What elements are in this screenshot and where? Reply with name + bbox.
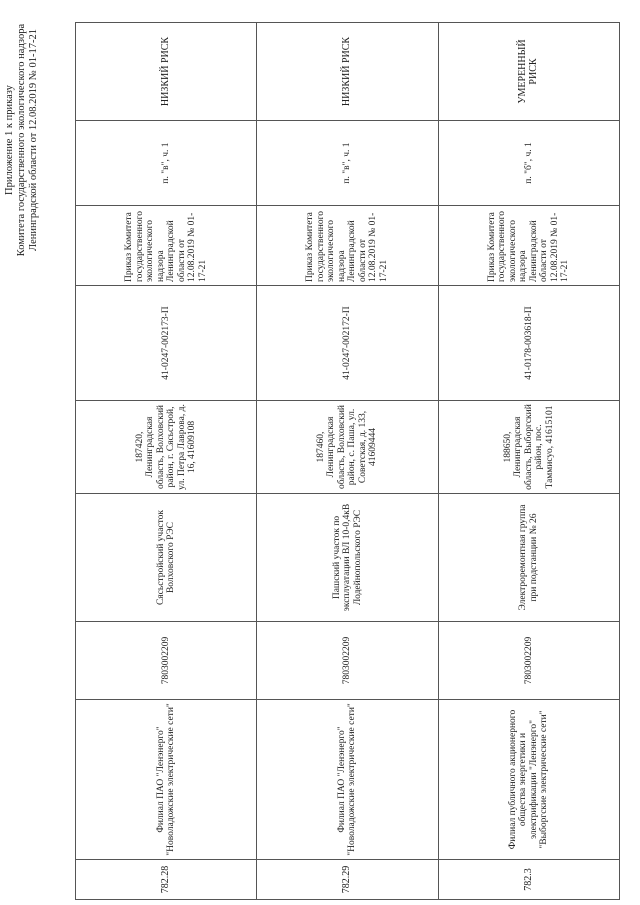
order-reference: Приказ Комитета государственного экологического надзора Ленинградской области от 12.08.2019 № 01-17-21 <box>76 206 257 286</box>
order-reference: Приказ Комитета государственного экологического надзора Ленинградской области от 12.08.2019 № 01-17-21 <box>438 206 619 286</box>
organization-name: Филиал ПАО "Ленэнерго" "Новоладожские электрические сети" <box>257 700 438 860</box>
facility-address: 187420, Ленинградская область, Волховский район, г. Сясьстрой, ул. Петра Лаврова, д. 16, 41609108 <box>76 401 257 494</box>
facility-name: Пашский участок по эксплуатации ВЛ 10-0,4кВ Лодейнопольского РЭС <box>257 494 438 622</box>
table-row <box>76 23 257 900</box>
facility-code: 41-0247-002172-П <box>257 286 438 401</box>
facility-code: 41-0178-003618-П <box>438 286 619 401</box>
document-header <box>4 15 40 265</box>
header-line-3: Ленинградской области от 12.08.2019 № 01-17-21 <box>28 29 39 251</box>
order-reference: Приказ Комитета государственного экологического надзора Ленинградской области от 12.08.2019 № 01-17-21 <box>257 206 438 286</box>
header-line-1: Приложение 1 к приказу <box>4 85 15 195</box>
facility-address: 187460, Ленинградская область, Волховский район, с. Паша, ул. Советская, д. 133, 41609444 <box>257 401 438 494</box>
organization-name: Филиал публичного акционерного общества энергетики и электрификации "Ленэнерго" "Выборгские электрические сети" <box>438 700 619 860</box>
table-row <box>257 23 438 900</box>
organization-name: Филиал ПАО "Ленэнерго" "Новоладожские электрические сети" <box>76 700 257 860</box>
row-number: 782.3 <box>438 860 619 900</box>
inn-cell: 7803002209 <box>438 622 619 700</box>
risk-category: НИЗКИЙ РИСК <box>257 23 438 121</box>
inn-cell: 7803002209 <box>76 622 257 700</box>
row-number: 782.28 <box>76 860 257 900</box>
clause-reference: п. "б", ч. 1 <box>438 121 619 206</box>
table-row <box>438 23 619 900</box>
row-number: 782.29 <box>257 860 438 900</box>
facility-name: Электроремонтная группа при подстанции № 26 <box>438 494 619 622</box>
inn-cell: 7803002209 <box>257 622 438 700</box>
clause-reference: п. "в", ч. 1 <box>257 121 438 206</box>
registry-table <box>75 22 620 900</box>
facility-name: Сясьстройский участок Волховского РЭС <box>76 494 257 622</box>
header-line-2: Комитета государственного экологического надзора <box>16 23 27 257</box>
clause-reference: п. "в", ч. 1 <box>76 121 257 206</box>
risk-category: УМЕРЕННЫЙ РИСК <box>438 23 619 121</box>
facility-code: 41-0247-002173-П <box>76 286 257 401</box>
facility-address: 188650, Ленинградская область, Выборгский район, пос. Таммисуо, 41615101 <box>438 401 619 494</box>
risk-category: НИЗКИЙ РИСК <box>76 23 257 121</box>
